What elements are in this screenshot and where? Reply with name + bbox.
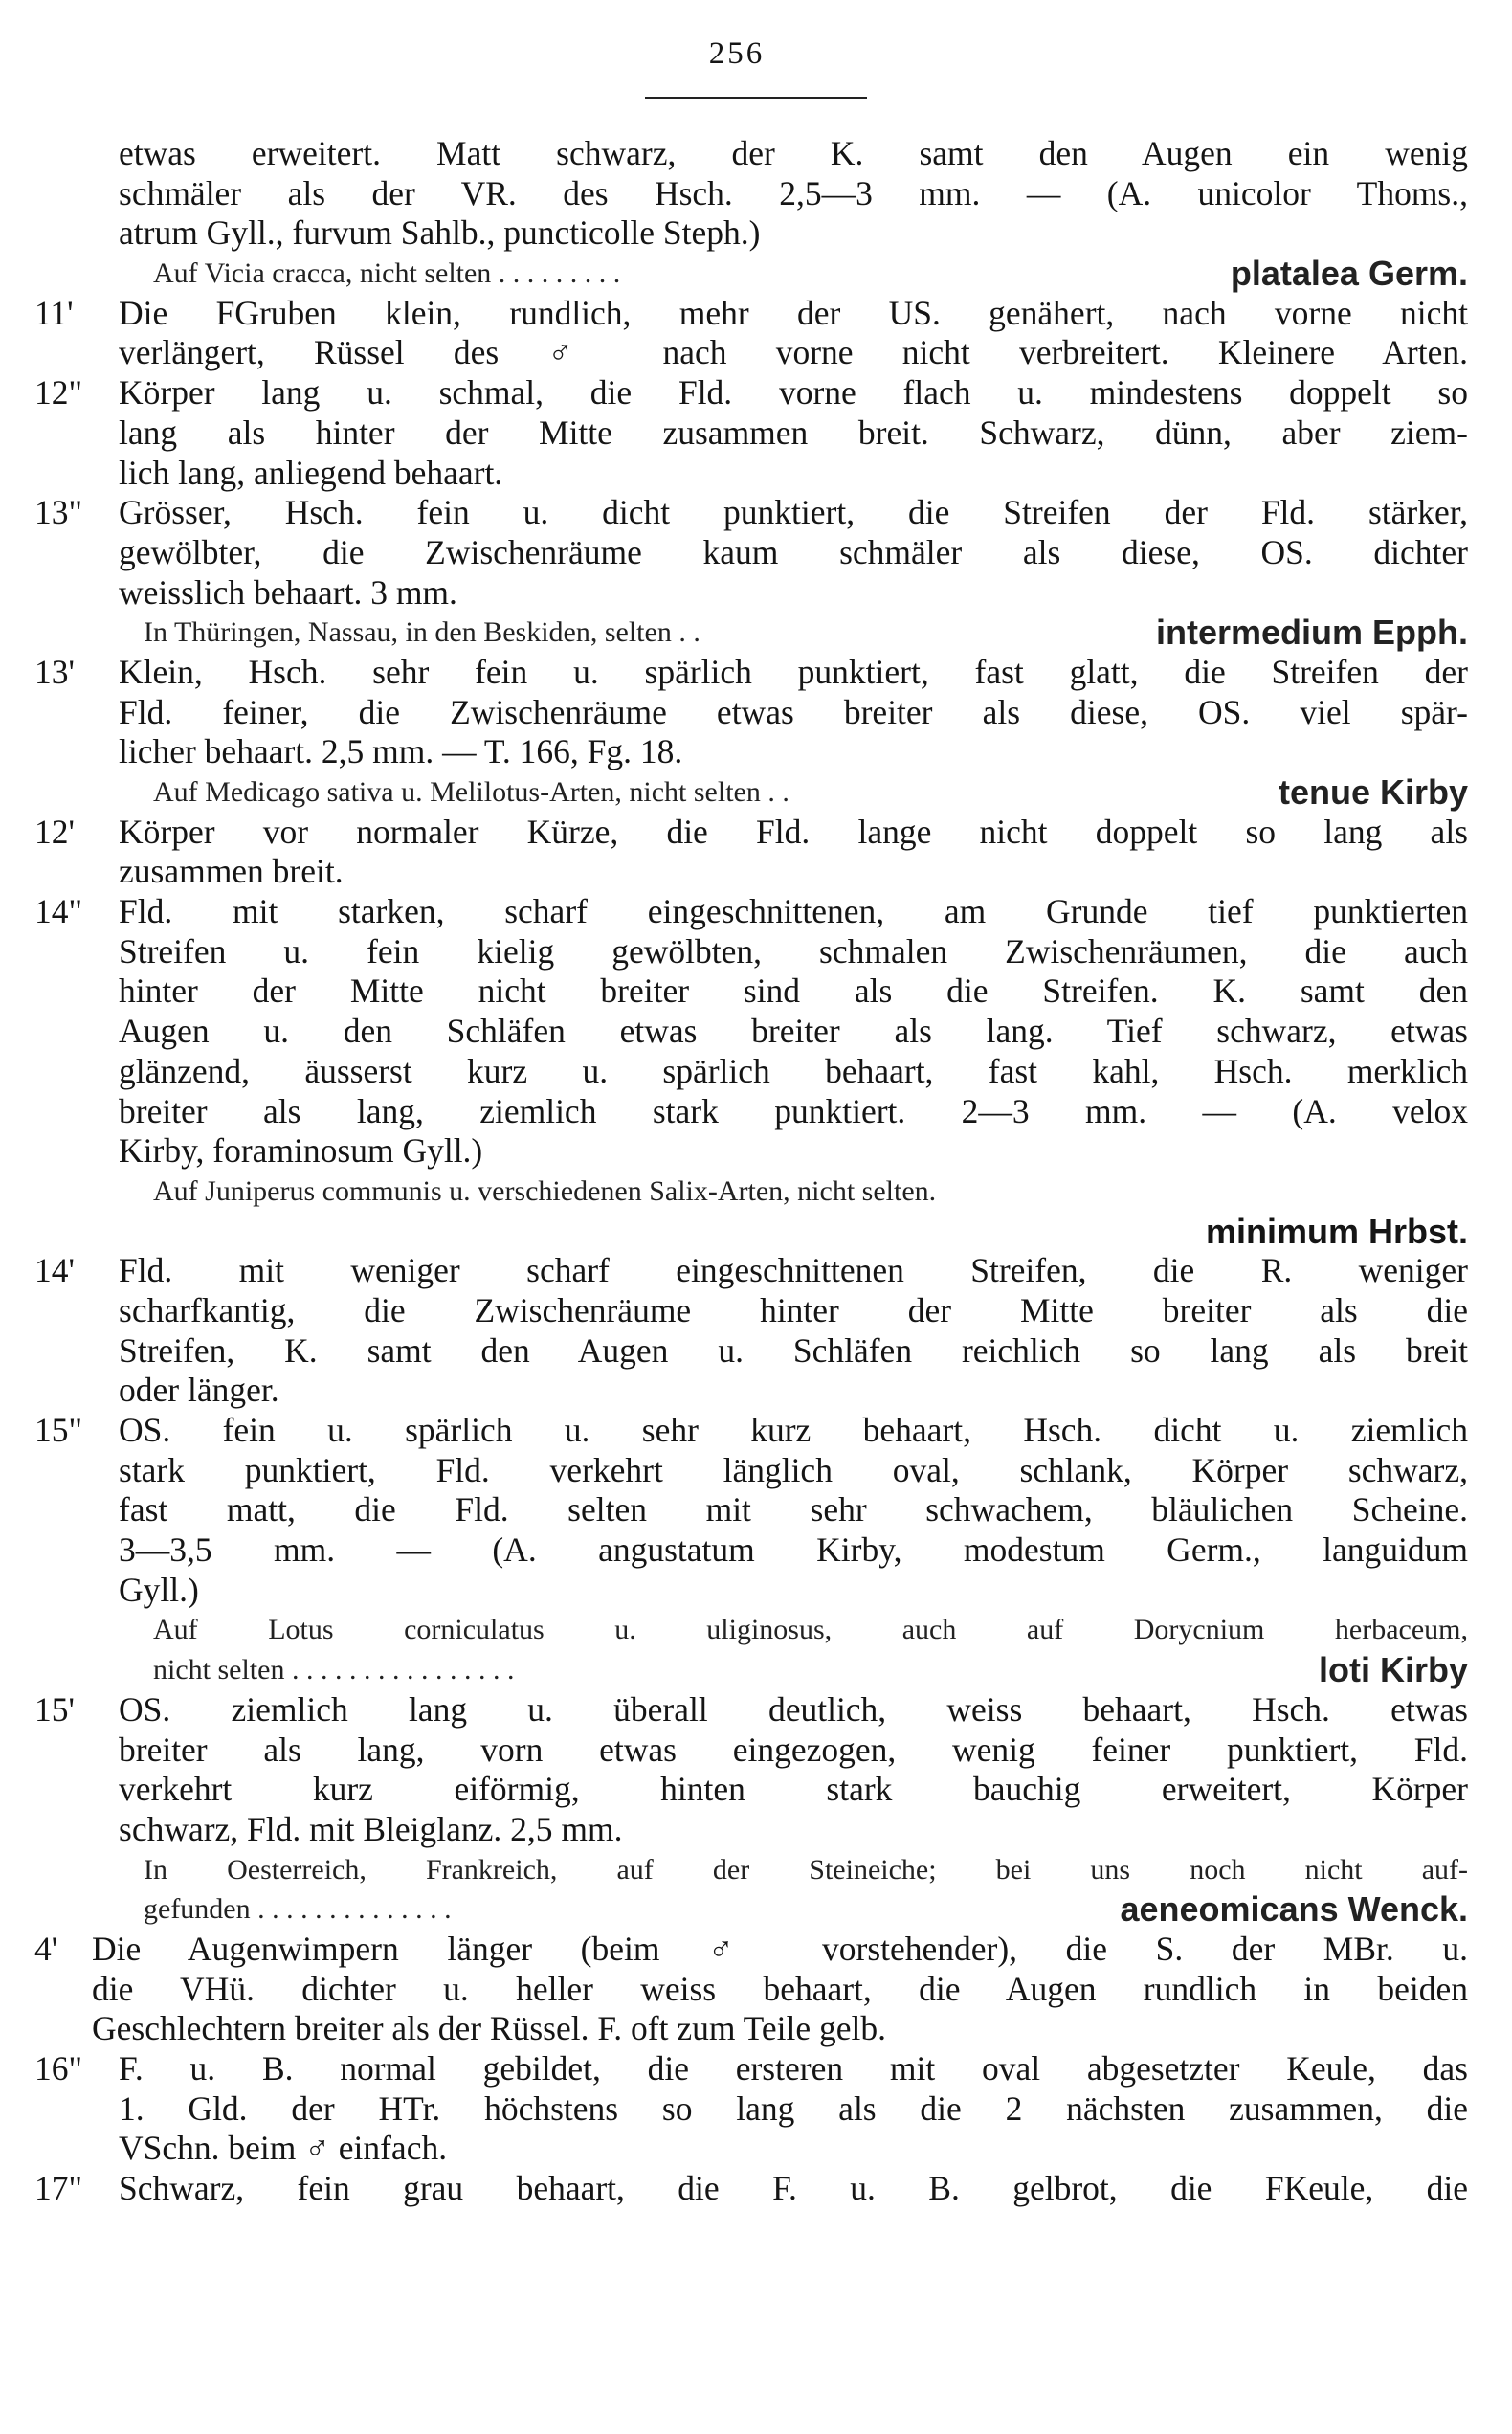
text-line <box>0 693 1512 733</box>
line-text: 3—3,5 mm. — (A. angustatum Kirby, modestum Germ., languidum <box>119 1530 1468 1570</box>
text-line <box>0 1172 1512 1212</box>
habitat-text: nicht selten . . . . . . . . . . . . . . . . <box>153 1654 515 1686</box>
line-text: In Oesterreich, Frankreich, auf der Steineiche; bei uns noch nicht auf- <box>144 1853 1468 1886</box>
text-line <box>0 1451 1512 1491</box>
line-text: schwarz, Fld. mit Bleiglanz. 2,5 mm. <box>119 1809 623 1848</box>
key-number: 17" <box>34 2169 82 2208</box>
habitat-text: In Thüringen, Nassau, in den Beskiden, selten . . <box>144 616 700 649</box>
line-text: Augen u. den Schläfen etwas breiter als lang. Tief schwarz, etwas <box>119 1012 1468 1051</box>
key-number: 14' <box>34 1251 75 1290</box>
species-name: tenue Kirby <box>1278 772 1468 812</box>
text-line <box>0 892 1512 932</box>
text-line <box>0 1371 1512 1411</box>
species-name: platalea Germ. <box>1230 254 1468 294</box>
text-line <box>0 2089 1512 2130</box>
text-line <box>0 1810 1512 1850</box>
text-line <box>0 932 1512 972</box>
line-text: lang als hinter der Mitte zusammen breit. Schwarz, dünn, aber ziem- <box>119 413 1468 452</box>
habitat-text: Auf Medicago sativa u. Melilotus-Arten, nicht selten . . <box>153 776 789 808</box>
text-line <box>0 1052 1512 1092</box>
text-line <box>0 1610 1512 1650</box>
text-line <box>0 1012 1512 1052</box>
key-number: 15" <box>34 1411 82 1449</box>
line-text: oder länger. <box>119 1371 279 1410</box>
line-text: glänzend, äusserst kurz u. spärlich behaart, fast kahl, Hsch. merklich <box>119 1051 1468 1090</box>
line-text: Die Augenwimpern länger (beim ♂ vorstehender), die S. der MBr. u. <box>92 1929 1468 1968</box>
line-text: zusammen breit. <box>119 852 344 891</box>
text-line <box>0 1291 1512 1331</box>
line-text: VSchn. beim ♂ einfach. <box>119 2129 448 2168</box>
text-line <box>0 413 1512 454</box>
line-text: etwas erweitert. Matt schwarz, der K. samt den Augen ein wenig <box>119 134 1468 172</box>
text-line <box>0 294 1512 334</box>
line-text: licher behaart. 2,5 mm. — T. 166, Fg. 18. <box>119 732 683 771</box>
line-text: atrum Gyll., furvum Sahlb., puncticolle Steph.) <box>119 213 761 253</box>
text-line <box>0 1530 1512 1571</box>
text-line <box>0 1131 1512 1172</box>
habitat-line <box>153 772 1468 813</box>
key-number: 14" <box>34 892 82 931</box>
page-number: 256 <box>708 36 766 71</box>
line-text: OS. ziemlich lang u. überall deutlich, weiss behaart, Hsch. etwas <box>119 1689 1468 1729</box>
text-line <box>0 1770 1512 1810</box>
line-text: OS. fein u. spärlich u. sehr kurz behaart, Hsch. dicht u. ziemlich <box>119 1411 1468 1449</box>
text-line <box>0 2049 1512 2089</box>
text-line <box>0 971 1512 1012</box>
text-line <box>0 1889 1512 1930</box>
line-text: Die FGruben klein, rundlich, mehr der US. genähert, nach vorne nicht <box>119 293 1468 332</box>
line-text: Fld. mit weniger scharf eingeschnittenen Streifen, die R. weniger <box>119 1251 1468 1290</box>
text-line <box>0 1331 1512 1372</box>
line-text: Streifen, K. samt den Augen u. Schläfen reichlich so lang als breit <box>119 1330 1468 1370</box>
line-text: hinter der Mitte nicht breiter sind als die Streifen. K. samt den <box>119 971 1468 1011</box>
habitat-text: gefunden . . . . . . . . . . . . . . <box>144 1893 452 1926</box>
line-text: weisslich behaart. 3 mm. <box>119 572 457 612</box>
key-number: 11' <box>34 293 74 332</box>
line-text: F. u. B. normal gebildet, die ersteren mit oval abgesetzter Keule, das <box>119 2049 1468 2088</box>
header-rule <box>645 97 867 99</box>
text-line <box>0 732 1512 772</box>
habitat-line <box>144 613 1468 653</box>
text-line <box>0 1650 1512 1690</box>
line-text: 1. Gld. der HTr. höchstens so lang als die 2 nächsten zusammen, die <box>119 2088 1468 2128</box>
key-number: 12' <box>34 812 75 851</box>
line-text: Auf Lotus corniculatus u. uliginosus, auch auf Dorycnium herbaceum, <box>153 1614 1468 1646</box>
line-text: lich lang, anliegend behaart. <box>119 453 503 492</box>
text-line <box>0 134 1512 174</box>
line-text: Körper vor normaler Kürze, die Fld. lange nicht doppelt so lang als <box>119 812 1468 851</box>
text-line <box>0 852 1512 892</box>
key-number: 16" <box>34 2049 82 2088</box>
page-body <box>0 134 1512 2209</box>
line-text: fast matt, die Fld. selten mit sehr schwachem, bläulichen Scheine. <box>119 1490 1468 1530</box>
line-text: Fld. mit starken, scharf eingeschnittenen, am Grunde tief punktierten <box>119 892 1468 931</box>
line-text: schmäler als der VR. des Hsch. 2,5—3 mm. — (A. unicolor Thoms., <box>119 173 1468 212</box>
text-line <box>0 1850 1512 1890</box>
key-number: 15' <box>34 1689 75 1729</box>
key-number: 13" <box>34 493 82 532</box>
line-text: Grösser, Hsch. fein u. dicht punktiert, die Streifen der Fld. stärker, <box>119 493 1468 532</box>
line-text: gewölbter, die Zwischenräume kaum schmäler als diese, OS. dichter <box>119 532 1468 571</box>
line-text: die VHü. dichter u. heller weiss behaart, die Augen rundlich in beiden <box>92 1969 1468 2008</box>
text-line <box>0 174 1512 214</box>
line-text: Körper lang u. schmal, die Fld. vorne flach u. mindestens doppelt so <box>119 373 1468 413</box>
text-line <box>0 254 1512 294</box>
key-number: 12" <box>34 373 82 413</box>
text-line <box>0 813 1512 853</box>
text-line <box>0 1251 1512 1291</box>
line-text: verlängert, Rüssel des ♂ nach vorne nicht verbreitert. Kleinere Arten. <box>119 333 1468 372</box>
line-text: minimum Hrbst. <box>1205 1211 1468 1251</box>
text-line <box>0 213 1512 254</box>
key-number: 4' <box>34 1929 58 1968</box>
text-line <box>0 1212 1512 1252</box>
line-text: scharfkantig, die Zwischenräume hinter der Mitte breiter als die <box>119 1290 1468 1329</box>
line-text: Gyll.) <box>119 1570 199 1609</box>
line-text: Fld. feiner, die Zwischenräume etwas breiter als diese, OS. viel spär- <box>119 692 1468 731</box>
text-line <box>0 333 1512 373</box>
text-line <box>0 493 1512 533</box>
species-name: intermedium Epph. <box>1155 613 1468 653</box>
line-text: Kirby, foraminosum Gyll.) <box>119 1131 483 1171</box>
text-line <box>0 533 1512 573</box>
line-text: stark punktiert, Fld. verkehrt länglich oval, schlank, Körper schwarz, <box>119 1450 1468 1489</box>
habitat-text: Auf Vicia cracca, nicht selten . . . . . . . . . <box>153 257 621 290</box>
text-line <box>0 1970 1512 2010</box>
line-text: verkehrt kurz eiförmig, hinten stark bauchig erweitert, Körper <box>119 1770 1468 1809</box>
text-line <box>0 772 1512 813</box>
text-line <box>0 2169 1512 2209</box>
line-text: Auf Juniperus communis u. verschiedenen Salix-Arten, nicht selten. <box>153 1174 937 1207</box>
text-line <box>0 2009 1512 2049</box>
line-text: Klein, Hsch. sehr fein u. spärlich punktiert, fast glatt, die Streifen der <box>119 652 1468 691</box>
text-line <box>0 454 1512 494</box>
habitat-line <box>144 1889 1468 1930</box>
text-line <box>0 573 1512 614</box>
text-line <box>0 1930 1512 1970</box>
line-text: Schwarz, fein grau behaart, die F. u. B. gelbrot, die FKeule, die <box>119 2169 1468 2208</box>
text-line <box>0 373 1512 413</box>
text-line <box>0 653 1512 693</box>
habitat-line <box>153 254 1468 294</box>
text-line <box>0 1490 1512 1530</box>
species-name: aeneomicans Wenck. <box>1120 1889 1468 1930</box>
text-line <box>0 1690 1512 1731</box>
species-name: loti Kirby <box>1318 1650 1468 1690</box>
line-text: breiter als lang, vorn etwas eingezogen, wenig feiner punktiert, Fld. <box>119 1730 1468 1769</box>
key-number: 13' <box>34 652 75 691</box>
line-text: breiter als lang, ziemlich stark punktiert. 2—3 mm. — (A. velox <box>119 1091 1468 1130</box>
line-text: Streifen u. fein kielig gewölbten, schmalen Zwischenräumen, die auch <box>119 931 1468 971</box>
habitat-line <box>153 1650 1468 1690</box>
text-line <box>0 613 1512 653</box>
text-line <box>0 1731 1512 1771</box>
text-line <box>0 2129 1512 2169</box>
text-line <box>0 1092 1512 1132</box>
text-line <box>0 1411 1512 1451</box>
text-line <box>0 1571 1512 1611</box>
line-text: Geschlechtern breiter als der Rüssel. F. oft zum Teile gelb. <box>92 2009 886 2048</box>
